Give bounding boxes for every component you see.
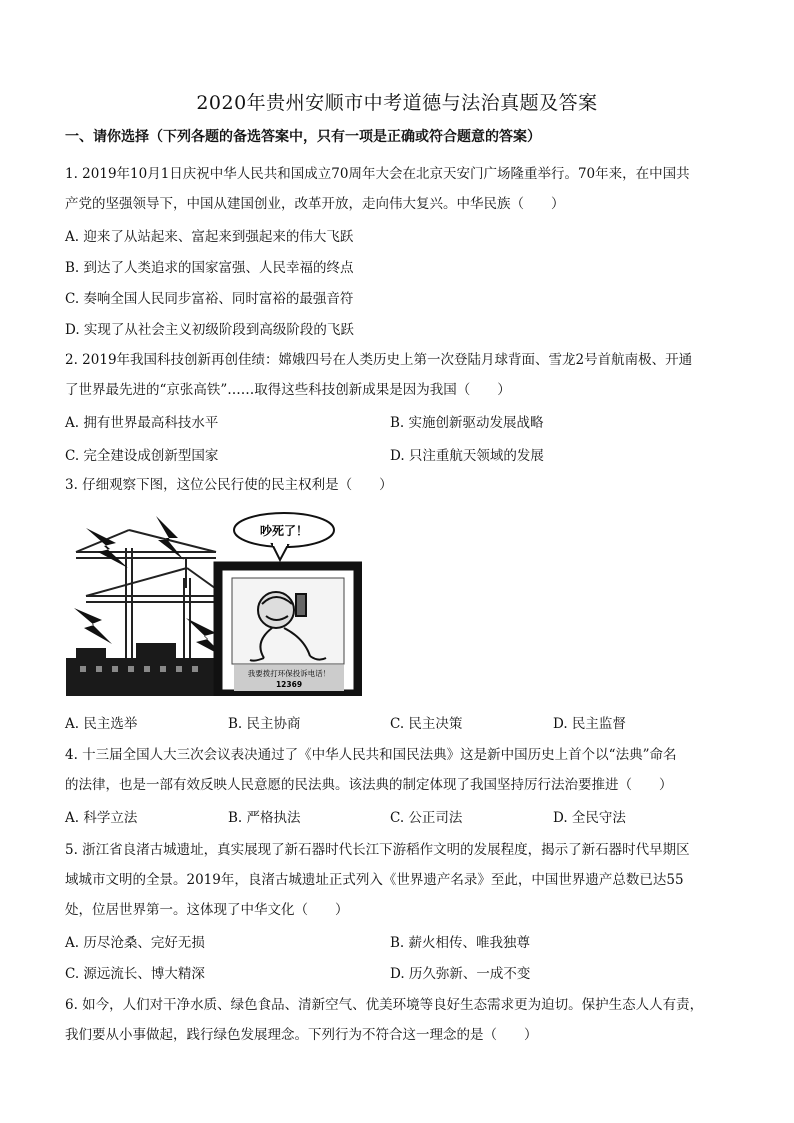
question-5-option-d: D. 历久弥新、一成不变 xyxy=(390,966,531,982)
question-6-stem-line-2: 我们要从小事做起，践行绿色发展理念。下列行为不符合这一理念的是（ ） xyxy=(65,1027,538,1043)
question-5-stem-line-2: 域城市文明的全景。2019年，良渚古城遗址正式列入《世界遗产名录》至此，中国世界遗产总数已达55 xyxy=(65,872,684,888)
question-2-option-a: A. 拥有世界最高科技水平 xyxy=(65,415,219,431)
question-1-option-b: B. 到达了人类追求的国家富强、人民幸福的终点 xyxy=(65,260,354,276)
cartoon-figure xyxy=(66,508,362,696)
question-4-stem-line-1: 4. 十三届全国人大三次会议表决通过了《中华人民共和国民法典》这是新中国历史上首个以“法典”命名 xyxy=(65,747,677,763)
question-2-stem-line-2: 了世界最先进的“京张高铁”……取得这些科技创新成果是因为我国（ ） xyxy=(65,382,511,398)
question-3-option-a: A. 民主选举 xyxy=(65,716,138,732)
question-5-option-b: B. 薪火相传、唯我独尊 xyxy=(390,935,531,951)
question-1-option-d: D. 实现了从社会主义初级阶段到高级阶段的飞跃 xyxy=(65,322,354,338)
page-title: 2020年贵州安顺市中考道德与法治真题及答案 xyxy=(196,92,598,114)
question-4-option-c: C. 公正司法 xyxy=(390,810,463,826)
question-5-option-c: C. 源远流长、博大精深 xyxy=(65,966,205,982)
question-2-option-c: C. 完全建设成创新型国家 xyxy=(65,448,219,464)
question-4-stem-line-2: 的法律，也是一部有效反映人民意愿的民法典。该法典的制定体现了我国坚持厉行法治要推进（ ） xyxy=(65,777,673,793)
question-2-stem-line-1: 2. 2019年我国科技创新再创佳绩：嫦娥四号在人类历史上第一次登陆月球背面、雪龙2号首航南极、开通 xyxy=(65,352,693,368)
sign-number: 12369 xyxy=(275,680,303,689)
question-5-stem-line-1: 5. 浙江省良渚古城遗址，真实展现了新石器时代长江下游稻作文明的发展程度，揭示了新石器时代早期区 xyxy=(65,842,690,858)
question-6-stem-line-1: 6. 如今，人们对干净水质、绿色食品、清新空气、优美环境等良好生态需求更为迫切。保护生态人人有责， xyxy=(65,997,704,1013)
speech-bubble-text: 吵死了！ xyxy=(259,524,309,538)
question-1-stem-line-2: 产党的坚强领导下，中国从建国创业，改革开放，走向伟大复兴。中华民族（ ） xyxy=(65,196,565,212)
question-1-option-a: A. 迎来了从站起来、富起来到强起来的伟大飞跃 xyxy=(65,229,354,245)
question-3-option-c: C. 民主决策 xyxy=(390,716,463,732)
question-1-option-c: C. 奏响全国人民同步富裕、同时富裕的最强音符 xyxy=(65,291,354,307)
sign-text: 我要拨打环保投诉电话！ xyxy=(247,669,331,678)
question-1-stem-line-1: 1. 2019年10月1日庆祝中华人民共和国成立70周年大会在北京天安门广场隆重举行。70年来，在中国共 xyxy=(65,166,690,182)
question-5-stem-line-3: 处，位居世界第一。这体现了中华文化（ ） xyxy=(65,902,349,918)
question-3-option-d: D. 民主监督 xyxy=(553,716,626,732)
question-5-option-a: A. 历尽沧桑、完好无损 xyxy=(65,935,205,951)
question-4-option-a: A. 科学立法 xyxy=(65,810,138,826)
question-3-option-b: B. 民主协商 xyxy=(228,716,301,732)
question-4-option-d: D. 全民守法 xyxy=(553,810,626,826)
question-4-option-b: B. 严格执法 xyxy=(228,810,301,826)
section-heading: 一、请你选择（下列各题的备选答案中，只有一项是正确或符合题意的答案） xyxy=(65,129,541,145)
question-2-option-d: D. 只注重航天领域的发展 xyxy=(390,448,544,464)
question-3-stem: 3. 仔细观察下图，这位公民行使的民主权利是（ ） xyxy=(65,477,393,493)
question-2-option-b: B. 实施创新驱动发展战略 xyxy=(390,415,544,431)
